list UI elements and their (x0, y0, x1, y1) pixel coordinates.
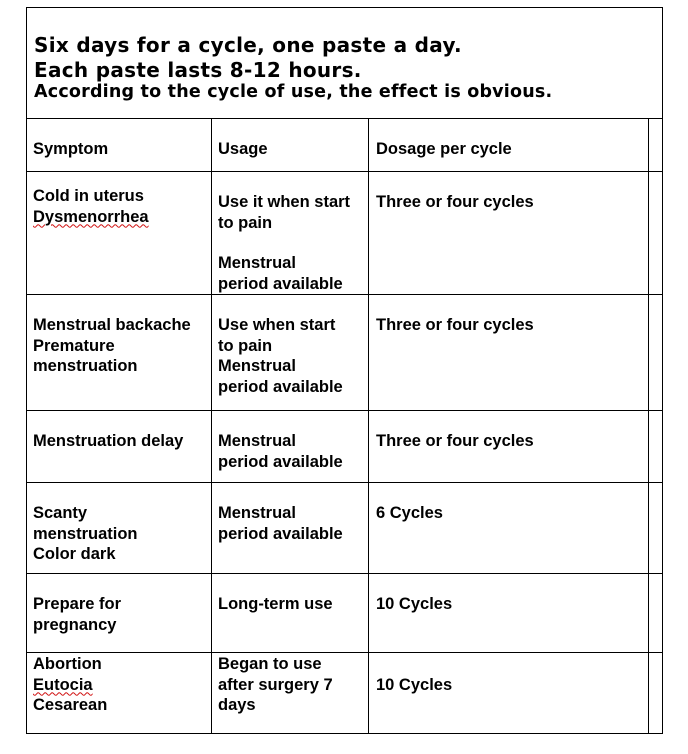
dosage-cell: Three or four cycles (376, 193, 534, 211)
row-divider (26, 482, 663, 483)
symptom-cell (33, 654, 107, 716)
usage-cell (218, 431, 343, 472)
header-line-1: Six days for a cycle, one paste a day. (34, 33, 462, 57)
symptom-line: menstruation (33, 357, 138, 375)
column-divider (368, 119, 369, 734)
usage-line: Menstrual (218, 254, 296, 272)
usage-line: Menstrual (218, 504, 296, 522)
header-line-2: Each paste lasts 8-12 hours. (34, 58, 362, 82)
symptom-cell (33, 594, 121, 635)
symptom-line: Dysmenorrhea (33, 207, 149, 226)
row-divider (26, 118, 663, 119)
column-header-dosage: Dosage per cycle (376, 140, 512, 158)
dosage-cell: 10 Cycles (376, 676, 453, 694)
dosage-cell: Three or four cycles (376, 432, 534, 450)
symptom-line: Eutocia (33, 675, 93, 694)
usage-line: period available (218, 452, 343, 471)
dosage-cell: Three or four cycles (376, 316, 534, 334)
usage-cell (218, 654, 333, 716)
usage-line: Menstrual (218, 432, 296, 450)
usage-line: Use when start (218, 316, 336, 334)
symptom-cell (33, 431, 183, 452)
usage-cell (218, 503, 343, 544)
symptom-cell (33, 186, 149, 227)
symptom-line: Cesarean (33, 696, 108, 714)
usage-line: Began to use (218, 655, 322, 673)
symptom-line: Abortion (33, 655, 102, 673)
symptom-line: Menstrual backache (33, 316, 191, 334)
symptom-cell (33, 503, 138, 565)
header-line-3: According to the cycle of use, the effect is obvious. (34, 82, 553, 102)
header-block (26, 7, 663, 119)
usage-cell (218, 594, 333, 615)
usage-line: period available (218, 377, 343, 396)
symptom-line: Prepare for (33, 595, 122, 613)
symptom-cell (33, 315, 191, 377)
dosage-cell: 10 Cycles (376, 595, 453, 613)
row-divider (26, 294, 663, 295)
usage-line: Long-term use (218, 595, 333, 613)
symptom-line: Premature (33, 336, 115, 355)
usage-line-blank (218, 233, 350, 253)
row-divider (26, 171, 663, 172)
row-divider (26, 410, 663, 411)
column-divider (648, 119, 649, 734)
usage-line: period available (218, 524, 343, 543)
column-divider (211, 119, 212, 734)
symptom-line: Cold in uterus (33, 187, 144, 205)
row-divider (26, 573, 663, 574)
usage-line: Use it when start (218, 193, 351, 211)
column-header-symptom: Symptom (33, 140, 109, 158)
row-divider (26, 652, 663, 653)
column-header-usage: Usage (218, 140, 268, 158)
usage-line: Menstrual (218, 357, 296, 375)
usage-line: period available (218, 274, 343, 293)
usage-line: days (218, 696, 256, 714)
symptom-line: Color dark (33, 545, 116, 563)
symptom-line: pregnancy (33, 615, 117, 634)
symptom-line: Menstruation delay (33, 432, 184, 450)
usage-cell (218, 192, 350, 294)
symptom-line: menstruation (33, 524, 138, 543)
usage-line: to pain (218, 213, 273, 232)
symptom-line: Scanty (33, 504, 88, 522)
dosage-cell: 6 Cycles (376, 504, 443, 522)
usage-line: after surgery 7 (218, 675, 333, 694)
usage-line: to pain (218, 336, 273, 355)
usage-cell (218, 315, 343, 397)
